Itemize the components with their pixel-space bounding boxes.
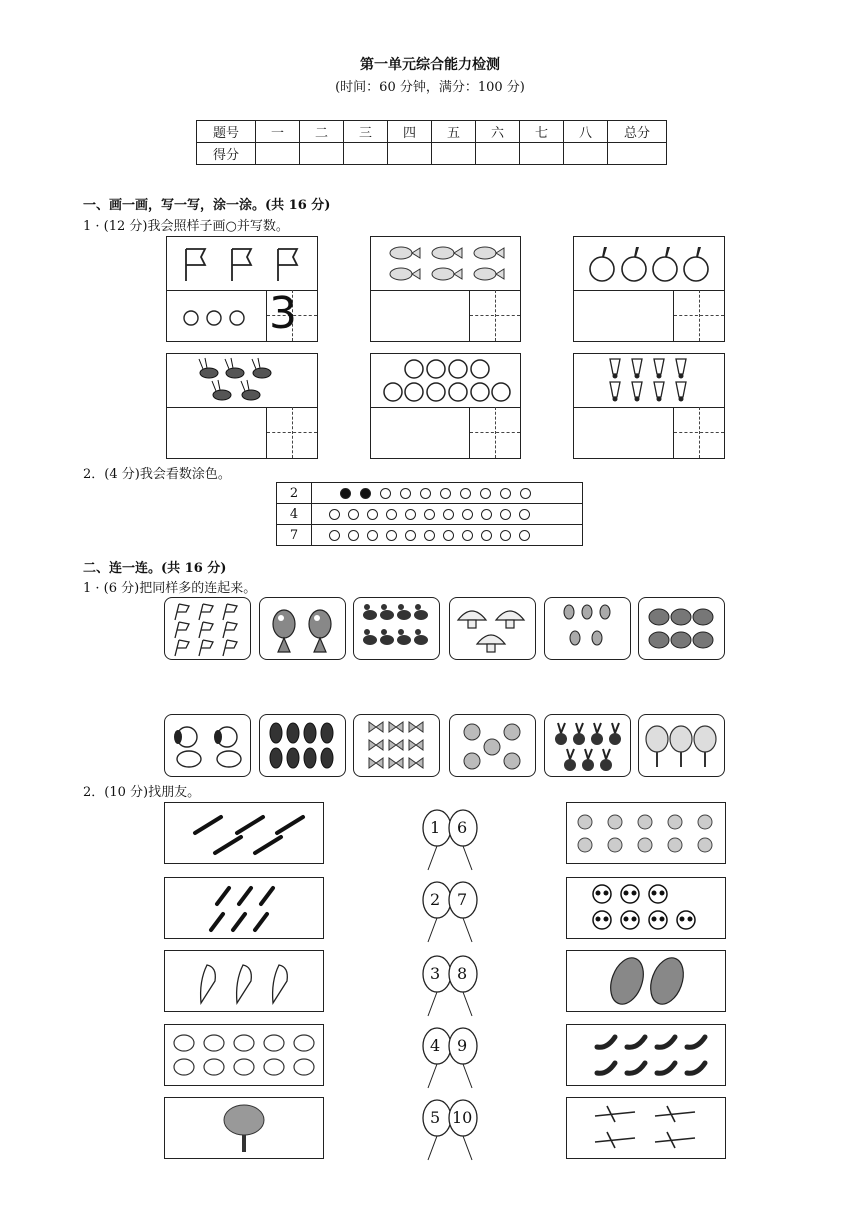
color-row-dots[interactable] [312,504,583,525]
flag-icon [165,598,250,659]
airplane-icon [567,1098,725,1158]
left-card-carrots[interactable] [164,950,324,1012]
question-1-2: 2．(4 分)我会看数涂色。 [83,467,231,482]
duck-icon [354,598,439,659]
score-header-cell: 二 [300,121,344,143]
draw-box-apples [573,236,725,342]
draw-box-fish [370,236,521,342]
score-header-cell: 总分 [608,121,667,143]
picture-area [371,237,520,291]
score-header-cell: 一 [256,121,300,143]
score-input-cell[interactable] [344,143,388,165]
match-card-ducks[interactable] [353,597,440,660]
answer-area[interactable] [574,407,724,458]
fish-icon [260,598,345,659]
apple-icon [574,237,724,290]
color-row-number: 7 [277,525,312,546]
filled-circle [360,488,371,499]
balloon-number: 7 [457,890,468,909]
number-write-cell[interactable] [469,407,520,458]
balloon-number: 3 [430,964,441,983]
answer-area[interactable] [167,290,317,341]
match-card-fish[interactable] [259,597,346,660]
score-header-cell: 三 [344,121,388,143]
match-card-trees[interactable] [638,714,725,777]
empty-circle[interactable] [460,488,471,499]
panda-icon [567,878,725,938]
circle-icon [167,290,267,340]
match-card-radishes[interactable] [544,714,631,777]
answer-area[interactable] [574,290,724,341]
draw-box-volleyballs [370,353,521,459]
cucumber-icon [567,1025,725,1085]
balloon-number: 8 [457,964,468,983]
balloon-pair[interactable] [418,1024,482,1094]
empty-circle[interactable] [520,488,531,499]
empty-circle[interactable] [519,530,530,541]
page-subtitle: (时间：60 分钟，满分：100 分) [335,80,525,95]
empty-circle[interactable] [481,509,492,520]
mouse-icon [545,598,630,659]
empty-circle[interactable] [420,488,431,499]
balloon-number: 1 [430,818,441,837]
right-card-cabbages[interactable] [566,950,726,1012]
empty-circle[interactable] [367,530,378,541]
candy-icon [165,878,323,938]
empty-circle[interactable] [500,488,511,499]
match-card-eggplants[interactable] [259,714,346,777]
color-row-number: 4 [277,504,312,525]
flag-icon [167,237,317,290]
left-card-sheep[interactable] [164,1024,324,1086]
section-two-heading: 二、连一连。(共 16 分) [83,561,227,576]
balloon-number: 2 [430,890,441,909]
right-card-flowers[interactable] [566,802,726,864]
balloon-number: 5 [430,1108,441,1127]
right-card-airplanes[interactable] [566,1097,726,1159]
empty-circle[interactable] [462,530,473,541]
tree-icon [165,1098,323,1158]
balloon-number: 4 [430,1036,441,1055]
match-card-flags[interactable] [164,597,251,660]
picture-area [574,237,724,291]
number-write-cell[interactable] [469,290,520,341]
answer-area[interactable] [167,407,317,458]
page-title: 第一单元综合能力检测 [360,57,500,73]
score-table [196,120,667,165]
color-row-number: 2 [277,483,312,504]
left-card-pencils[interactable] [164,802,324,864]
empty-circle[interactable] [480,488,491,499]
volleyball-icon [371,354,521,407]
picture-area [574,354,724,408]
balloon-pair[interactable] [418,806,482,876]
empty-circle[interactable] [440,488,451,499]
empty-circle[interactable] [443,509,454,520]
match-card-pumpkins[interactable] [638,597,725,660]
empty-circle[interactable] [519,509,530,520]
question-2-1: 1 · (6 分)把同样多的连起来。 [83,581,257,596]
question-2-2: 2．(10 分)找朋友。 [83,785,201,800]
left-card-tree[interactable] [164,1097,324,1159]
tree-icon [639,715,724,776]
mushroom-icon [450,598,535,659]
score-input-cell[interactable] [564,143,608,165]
score-input-cell[interactable] [256,143,300,165]
empty-circle[interactable] [443,530,454,541]
score-header-cell: 七 [520,121,564,143]
eggplant-icon [260,715,345,776]
match-card-tomatoes[interactable] [449,714,536,777]
question-1-1: 1 · (12 分)我会照样子画○并写数。 [83,219,289,234]
sheep-icon [165,1025,323,1085]
balloon-pair[interactable] [418,878,482,948]
score-header-cell: 四 [388,121,432,143]
radish-icon [545,715,630,776]
balloon-pair[interactable] [418,952,482,1022]
fish-icon [371,237,521,290]
empty-circle[interactable] [400,488,411,499]
right-card-cucumbers[interactable] [566,1024,726,1086]
match-card-mice[interactable] [544,597,631,660]
match-card-mushrooms[interactable] [449,597,536,660]
draw-box-rabbits [166,353,318,459]
shuttlecock-icon [574,354,724,407]
left-card-candies[interactable] [164,877,324,939]
number-write-cell[interactable] [266,407,317,458]
dog-icon [165,715,250,776]
answer-area[interactable] [371,290,520,341]
draw-box-flags [166,236,318,342]
score-header-cell: 题号 [197,121,256,143]
score-header-cell: 六 [476,121,520,143]
score-input-cell[interactable] [608,143,667,165]
empty-circle[interactable] [500,509,511,520]
empty-circle[interactable] [348,530,359,541]
color-table [276,482,583,546]
butterfly-icon [354,715,439,776]
score-input-cell[interactable] [476,143,520,165]
picture-area [167,237,317,291]
empty-circle[interactable] [348,509,359,520]
score-input-cell[interactable] [300,143,344,165]
tomato-icon [450,715,535,776]
score-header-cell: 五 [432,121,476,143]
balloon-number: 9 [457,1036,468,1055]
answer-area[interactable] [371,407,520,458]
picture-area [167,354,317,408]
right-card-pandas[interactable] [566,877,726,939]
number-write-cell[interactable] [673,290,724,341]
balloon-number: 10 [452,1108,473,1127]
balloon-pair[interactable] [418,1096,482,1166]
pencil-icon [165,803,323,863]
empty-circle[interactable] [424,509,435,520]
empty-circle[interactable] [380,488,391,499]
filled-circle [340,488,351,499]
score-input-cell[interactable] [432,143,476,165]
match-card-butterflies[interactable] [353,714,440,777]
color-row-dots[interactable] [312,483,583,504]
score-header-cell: 八 [564,121,608,143]
empty-circle[interactable] [424,530,435,541]
empty-circle[interactable] [386,509,397,520]
empty-circle[interactable] [405,509,416,520]
picture-area [371,354,520,408]
cabbage-icon [567,951,725,1011]
draw-box-shuttlecocks [573,353,725,459]
empty-circle[interactable] [329,509,340,520]
number-write-cell[interactable] [266,290,317,341]
empty-circle[interactable] [386,530,397,541]
score-row-label: 得分 [197,143,256,165]
score-input-cell[interactable] [388,143,432,165]
rabbit-icon [167,354,317,407]
flower-icon [567,803,725,863]
score-input-cell[interactable] [520,143,564,165]
balloon-number: 6 [457,818,468,837]
color-row-dots[interactable] [312,525,583,546]
empty-circle[interactable] [481,530,492,541]
empty-circle[interactable] [405,530,416,541]
empty-circle[interactable] [462,509,473,520]
section-one-heading: 一、画一画，写一写，涂一涂。(共 16 分) [83,198,331,213]
sample-number: 3 [269,288,297,339]
empty-circle[interactable] [500,530,511,541]
carrot-icon [165,951,323,1011]
pumpkin-icon [639,598,724,659]
number-write-cell[interactable] [673,407,724,458]
empty-circle[interactable] [329,530,340,541]
match-card-dogs[interactable] [164,714,251,777]
empty-circle[interactable] [367,509,378,520]
